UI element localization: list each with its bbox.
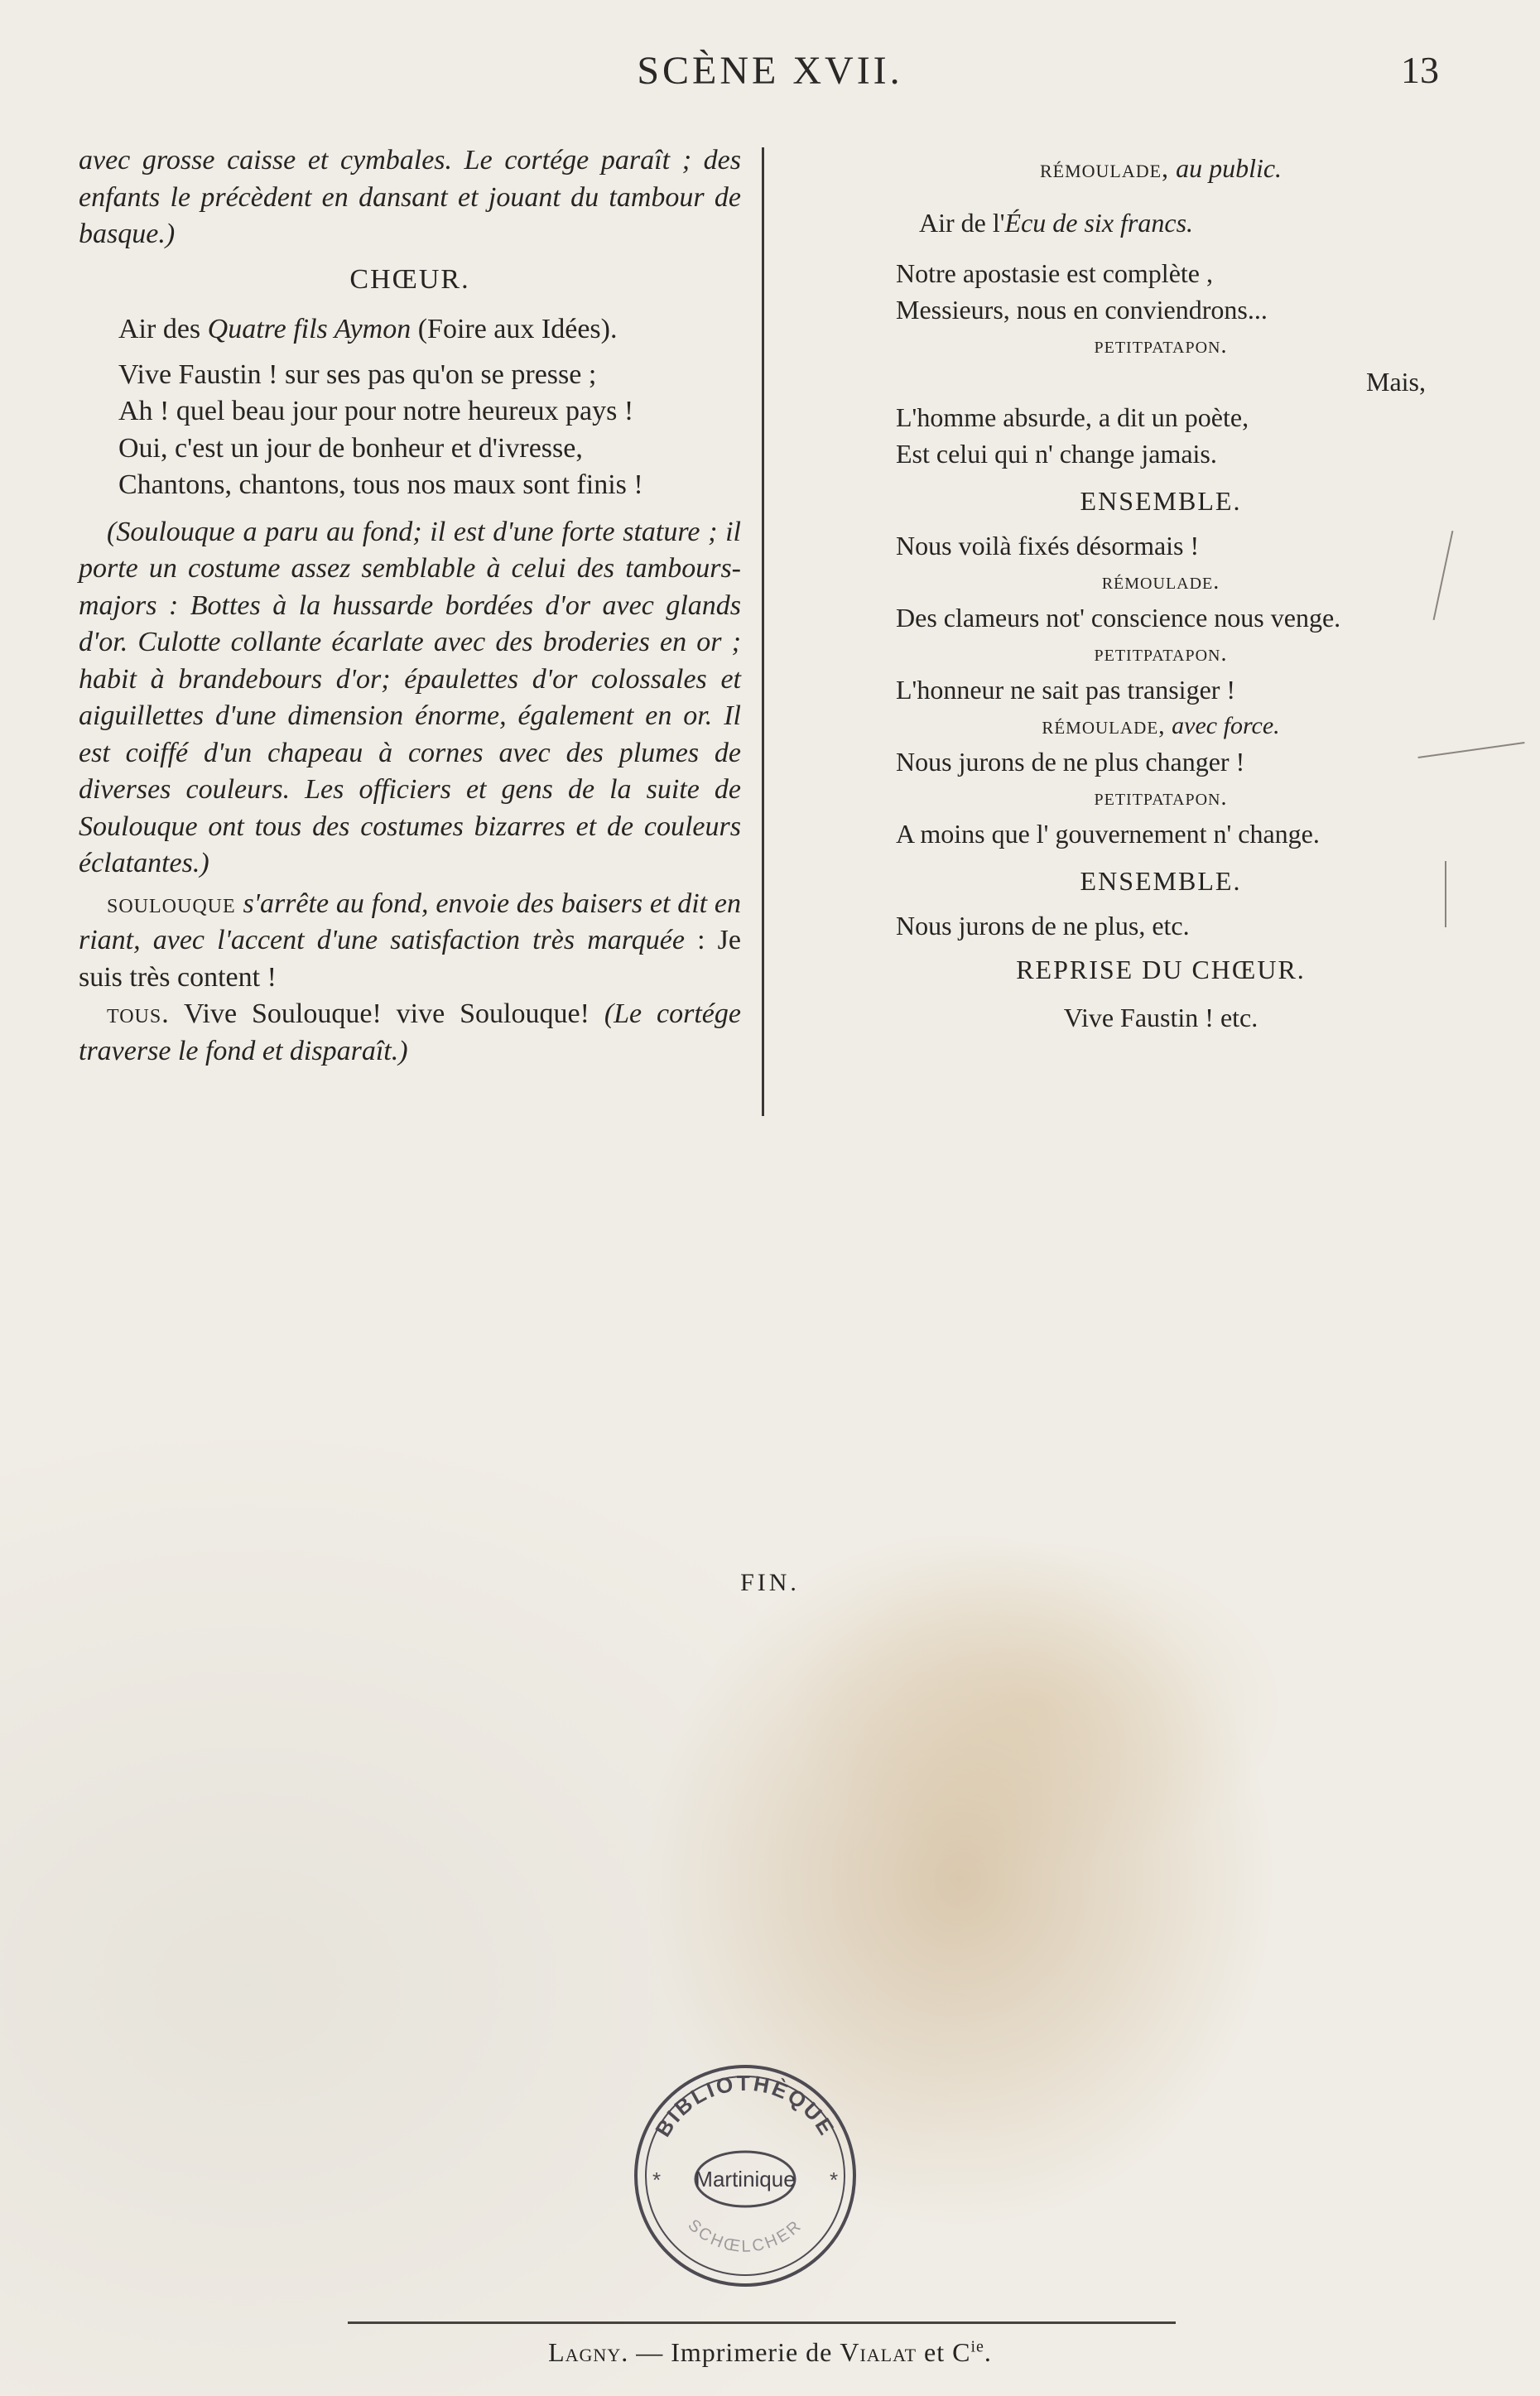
song-line: Mais, xyxy=(1366,366,1426,397)
character-name-remoulade: rémoulade, xyxy=(1042,712,1166,739)
right-column xyxy=(896,142,1426,1036)
remoulade-force-direction: avec force. xyxy=(1165,712,1280,739)
song-line: L'homme absurde, a dit un poète, xyxy=(896,402,1249,432)
page-number: 13 xyxy=(1401,49,1439,91)
song-line: A moins que l' gouvernement n' change. xyxy=(896,818,1320,849)
character-name-petitpatapon: petitpatapon. xyxy=(1094,641,1228,666)
air-prefix: Air des xyxy=(118,314,208,344)
verse-line: Vive Faustin ! sur ses pas qu'on se presse ; xyxy=(118,358,597,390)
library-stamp xyxy=(625,2053,865,2293)
air-title-right: Écu de six francs. xyxy=(1004,207,1194,238)
stamp-star-right: * xyxy=(829,2167,839,2192)
footer-rule xyxy=(348,2321,1176,2324)
left-column xyxy=(79,142,741,1070)
tous-line xyxy=(79,996,741,1070)
column-divider xyxy=(762,147,764,1116)
song-line: Est celui qui n' change jamais. xyxy=(896,438,1217,469)
song-line: Notre apostasie est complète , xyxy=(896,258,1213,288)
imprint-end: . xyxy=(984,2337,992,2367)
chorus-verse xyxy=(79,357,741,504)
air-line xyxy=(79,311,741,349)
tous-speech: Vive Soulouque! vive Soulouque! xyxy=(169,998,604,1029)
song-line: Messieurs, nous en conviendrons... xyxy=(896,294,1268,325)
song-line: Nous voilà fixés désormais ! xyxy=(896,530,1200,561)
svg-text:BIBLIOTHÈQUE xyxy=(650,2071,840,2141)
ensemble-label: ENSEMBLE. xyxy=(1080,486,1242,516)
soulouque-speech: : Je suis très content ! xyxy=(79,925,741,993)
page-header-title: SCÈNE XVII. xyxy=(637,49,903,93)
soulouque-direction: s'arrête au fond, envoie des baisers et dit en riant, avec l'accent d'une satisfaction très marquée xyxy=(79,888,741,955)
air-prefix-right: Air de l' xyxy=(919,207,1005,238)
remoulade-public-heading xyxy=(896,151,1426,187)
air-suffix: (Foire aux Idées). xyxy=(411,314,618,344)
imprint-suffix: et C xyxy=(917,2337,971,2367)
character-name-petitpatapon: petitpatapon. xyxy=(1094,785,1228,811)
air-title: Quatre fils Aymon xyxy=(207,314,411,344)
tous-direction: (Le cortége traverse le fond et disparaît.) xyxy=(79,998,741,1066)
fin-label: FIN. xyxy=(740,1569,800,1596)
imprint-place: Lagny. xyxy=(548,2337,629,2367)
character-name-remoulade: rémoulade. xyxy=(1101,569,1220,594)
air-line-right xyxy=(896,205,1426,242)
song-line: Vive Faustin ! etc. xyxy=(1063,1002,1258,1032)
song-line: Des clameurs not' conscience nous venge. xyxy=(896,602,1341,633)
pencil-mark xyxy=(1417,742,1524,758)
imprint-printer: Vialat xyxy=(840,2337,917,2367)
verse-line: Chantons, chantons, tous nos maux sont finis ! xyxy=(118,469,643,500)
reprise-label: REPRISE DU CHŒUR. xyxy=(1016,955,1306,984)
printer-imprint xyxy=(0,2337,1540,2368)
verse-line: Ah ! quel beau jour pour notre heureux pays ! xyxy=(118,396,634,426)
imprint-dash: — Imprimerie de xyxy=(628,2337,840,2367)
stage-direction-opening: avec grosse caisse et cymbales. Le cortége paraît ; des enfants le précèdent en dansant et jouant du tambour de basque.) xyxy=(79,145,741,249)
imprint-suffix-sup: ie xyxy=(970,2337,984,2356)
stamp-star-left: * xyxy=(652,2167,662,2192)
remoulade-public-direction: au public. xyxy=(1169,153,1283,183)
character-name-soulouque: soulouque xyxy=(107,888,236,919)
svg-text:SCHŒLCHER xyxy=(684,2216,806,2257)
character-name-petitpatapon: petitpatapon. xyxy=(1094,333,1228,358)
stamp-arc-text: BIBLIOTHÈQUE xyxy=(650,2070,840,2142)
character-name-tous: tous. xyxy=(107,998,170,1029)
soulouque-line xyxy=(79,886,741,997)
song-line: L'honneur ne sait pas transiger ! xyxy=(896,674,1236,705)
verse-line: Oui, c'est un jour de bonheur et d'ivresse, xyxy=(118,432,583,464)
pencil-mark xyxy=(1445,861,1446,927)
stage-direction-costume: (Soulouque a paru au fond; il est d'une forte stature ; il porte un costume assez semblable à celui des tambours-majors : Bottes à la hussarde bordées d'or avec glands d'or. Culotte collante écarlate avec des broderies en or ; habit à brandebours d'or; épaulettes d'or colossales et aiguillettes d'une dimension énorme, également en or. Il est coiffé d'un chapeau à cornes avec des plumes de diverses couleurs. Les officiers et gens de la suite de Soulouque ont tous des costumes bizarres et de couleurs éclatantes.) xyxy=(79,516,741,878)
ensemble-label: ENSEMBLE. xyxy=(1080,866,1242,896)
remoulade-force-heading xyxy=(896,708,1426,744)
stamp-center-text: Martinique xyxy=(695,2167,796,2192)
chorus-label: CHŒUR. xyxy=(349,263,470,295)
song-line: Nous jurons de ne plus changer ! xyxy=(896,746,1245,777)
pencil-mark xyxy=(1433,531,1454,620)
song-line: Nous jurons de ne plus, etc. xyxy=(896,910,1190,941)
stamp-bottom-text: SCHŒLCHER xyxy=(684,2216,806,2257)
character-name-remoulade: rémoulade, xyxy=(1039,153,1170,183)
